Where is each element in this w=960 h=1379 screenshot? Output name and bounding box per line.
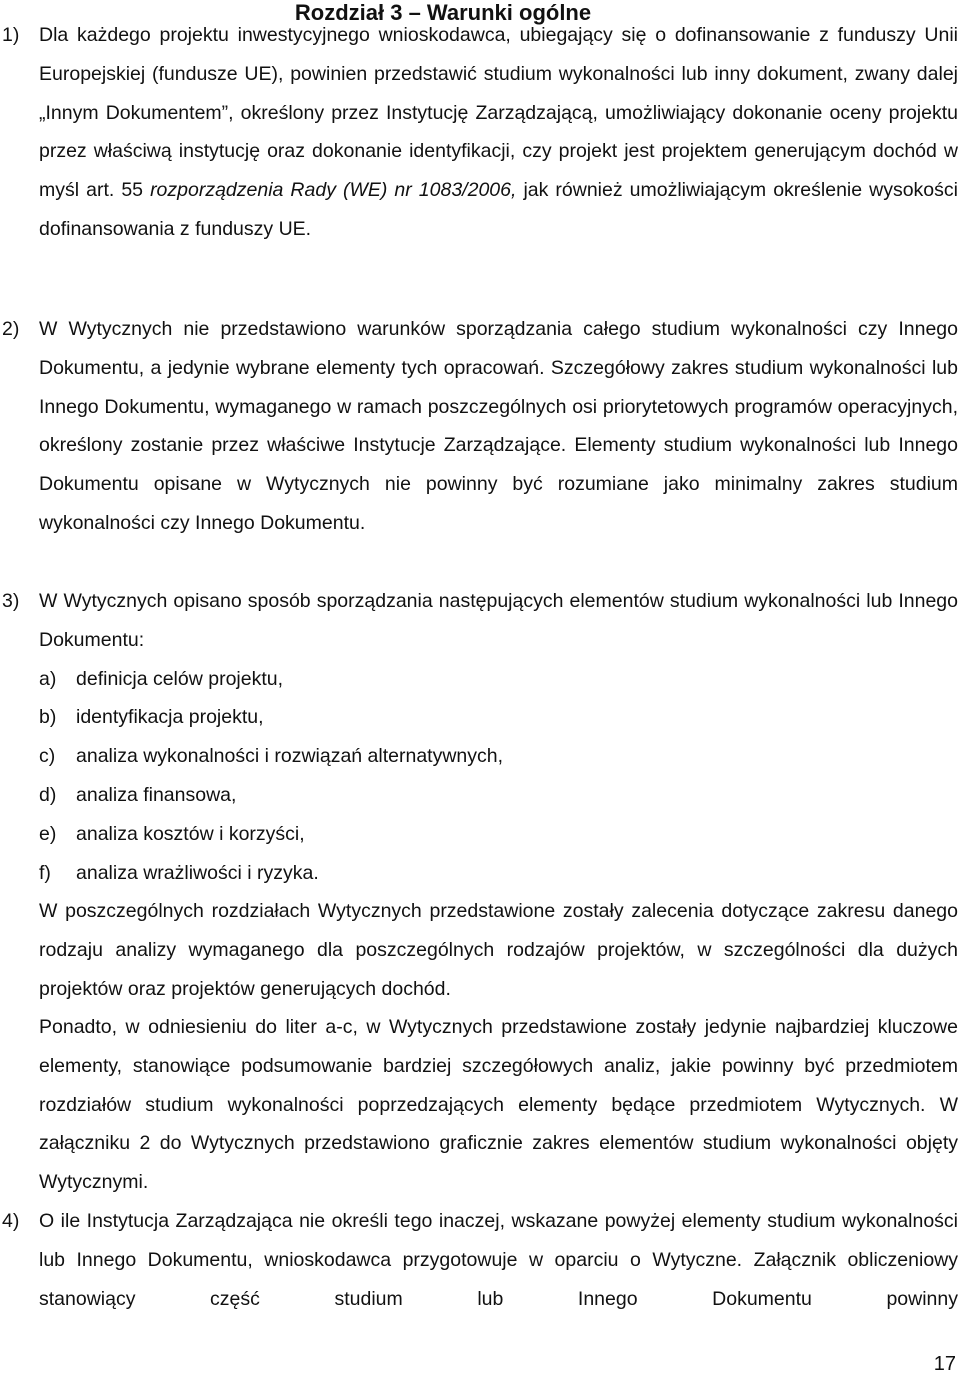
sub-item-letter: e) xyxy=(39,823,57,845)
item-text: W Wytycznych opisano sposób sporządzania następujących elementów studium wykonalności lub Innego Dokumentu: xyxy=(39,590,958,651)
sub-item-letter: f) xyxy=(39,862,51,884)
paragraph-recommendations: W poszczególnych rozdziałach Wytycznych przedstawione zostały zalecenia dotyczące zakresu danego rodzaju analizy wymaganego dla poszczególnych rodzajów projektów, w szczególności dla dużych projektów oraz projektów generujących dochód. xyxy=(39,900,958,1000)
item-text: W Wytycznych nie przedstawiono warunków sporządzania całego studium wykonalności czy Innego Dokumentu, a jedynie wybrane elementy tych opracowań. Szczegółowy zakres studium wykonalności lub Innego Dokumentu, wymaganego w ramach poszczególnych osi priorytetowych programów operacyjnych, określony zostanie przez właściwe Instytucje Zarządzające. Elementy studium wykonalności lub Innego Dokumentu opisane w Wytycznych nie powinny być rozumiane jako minimalny zakres studium wykonalności czy Innego Dokumentu. xyxy=(39,318,958,534)
sub-item-text: identyfikacja projektu, xyxy=(76,706,264,728)
item-number: 3) xyxy=(2,590,20,612)
sub-item-text: analiza kosztów i korzyści, xyxy=(76,823,305,845)
sub-item-letter: a) xyxy=(39,668,57,690)
item-number: 4) xyxy=(2,1210,20,1232)
sub-item-text: analiza wrażliwości i ryzyka. xyxy=(76,862,319,884)
list-item-2 xyxy=(2,310,958,543)
sub-item-d xyxy=(39,776,236,815)
list-item-4 xyxy=(2,1202,958,1318)
item-number: 2) xyxy=(2,318,20,340)
sub-item-text: analiza wykonalności i rozwiązań alternatywnych, xyxy=(76,745,504,767)
paragraph-additional-notes: Ponadto, w odniesieniu do liter a-c, w Wytycznych przedstawione zostały jedynie najbardziej kluczowe elementy, stanowiące podsumowanie bardziej szczegółowych analiz, jakie powinny być przedmiotem rozdziałów studium wykonalności poprzedzających elementy będące przedmiotem Wytycznych. W załączniku 2 do Wytycznych przedstawiono graficznie zakres elementów studium wykonalności objęty Wytycznymi. xyxy=(39,1016,958,1194)
regulation-reference: rozporządzenia Rady (WE) nr 1083/2006, xyxy=(150,179,517,202)
item-text-part: Dla każdego projektu inwestycyjnego wnioskodawca, ubiegający się o dofinansowanie z funduszy Unii Europejskiej (fundusze UE), powinien przedstawić studium wykonalności lub inny dokument, zwany dalej „Innym Dokumentem”, określony przez Instytucję Zarządzającą, umożliwiający dokonanie oceny projektu przez właściwą instytucję oraz dokonanie identyfikacji, czy projekt jest projektem generującym dochód w myśl art. 55 xyxy=(39,24,958,202)
sub-item-f xyxy=(39,854,319,893)
item-text-part: jak również umożliwiającym określenie wysokości dofinansowania z funduszy UE. xyxy=(39,179,958,240)
sub-item-letter: b) xyxy=(39,706,57,728)
sub-item-text: definicja celów projektu, xyxy=(76,668,284,690)
item-text xyxy=(39,16,958,249)
sub-item-a xyxy=(39,660,283,699)
sub-item-letter: c) xyxy=(39,745,56,767)
list-item-1 xyxy=(2,16,958,249)
sub-item-text: analiza finansowa, xyxy=(76,784,237,806)
sub-item-letter: d) xyxy=(39,784,57,806)
chapter-heading: Rozdział 3 – Warunki ogólne xyxy=(294,0,592,25)
sub-item-c xyxy=(39,737,503,776)
sub-item-e xyxy=(39,815,305,854)
item-number: 1) xyxy=(2,24,20,46)
list-item-3 xyxy=(2,582,958,660)
page-number: 17 xyxy=(933,1353,956,1375)
item-text: O ile Instytucja Zarządzająca nie określi tego inaczej, wskazane powyżej elementy studium wykonalności lub Innego Dokumentu, wnioskodawca przygotowuje w oparciu o Wytyczne. Załącznik obliczeniowy stanowiący część studium lub Innego Dokumentu powinny xyxy=(39,1210,958,1310)
sub-item-b xyxy=(39,698,264,737)
